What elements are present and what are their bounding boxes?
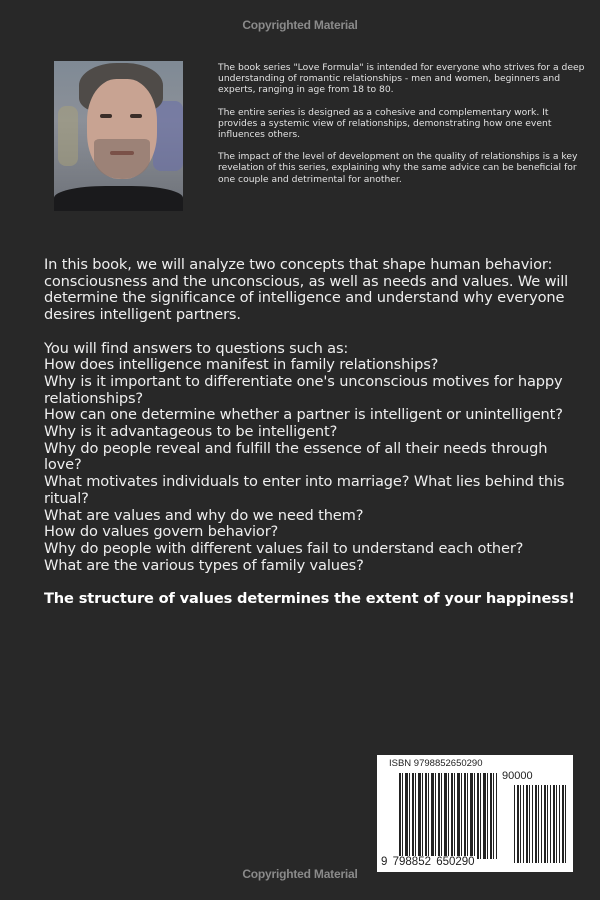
photo-beard	[94, 139, 150, 179]
question-item: Why do people with different values fail to understand each other?	[44, 539, 524, 557]
barcode-bars-addon	[514, 785, 567, 863]
price-code: 90000	[502, 770, 533, 782]
isbn-digits-left: 798852	[392, 856, 431, 868]
question-item: Why do people reveal and fulfill the essence of all their needs through love?	[44, 439, 548, 474]
question-item: Why is it important to differentiate one's unconscious motives for happy relationships?	[44, 372, 563, 407]
isbn-digit-lead: 9	[381, 856, 388, 868]
photo-shirt	[54, 186, 183, 211]
question-item: How can one determine whether a partner is intelligent or unintelligent?	[44, 406, 563, 424]
question-item: How does intelligence manifest in family relationships?	[44, 356, 439, 374]
isbn-label: ISBN 9798852650290	[389, 758, 483, 769]
photo-background-detail	[153, 101, 183, 171]
question-item: What are the various types of family values?	[44, 556, 364, 574]
copyright-watermark-top: Copyrighted Material	[242, 18, 358, 32]
photo-eye	[100, 114, 112, 118]
question-item: Why is it advantageous to be intelligent?	[44, 423, 338, 441]
book-description	[44, 257, 589, 608]
questions-lead: You will find answers to questions such as:	[44, 339, 349, 357]
series-description	[218, 62, 588, 196]
barcode-bars-main	[399, 773, 497, 859]
isbn-digits-right: 650290	[436, 856, 475, 868]
question-item: What are values and why do we need them?	[44, 506, 364, 524]
intro-paragraph: In this book, we will analyze two concepts that shape human behavior: consciousness and the unconscious, as well as needs and values. We will determine the significance of intelligence and understand why everyone desires intelligent partners.	[44, 256, 569, 324]
question-item: How do values govern behavior?	[44, 523, 279, 541]
series-paragraph: The book series "Love Formula" is intended for everyone who strives for a deep understanding of romantic relationships - men and women, beginners and experts, ranging in age from 18 to 80.	[218, 62, 585, 96]
author-photo	[54, 61, 183, 211]
photo-background-detail	[58, 106, 78, 166]
isbn-barcode	[377, 755, 573, 872]
series-paragraph: The impact of the level of development on the quality of relationships is a key revelation of this series, explaining why the same advice can be beneficial for one couple and detrimental for another.	[218, 151, 578, 185]
copyright-watermark-bottom: Copyrighted Material	[242, 867, 358, 881]
photo-mouth	[110, 151, 134, 155]
question-item: What motivates individuals to enter into marriage? What lies behind this ritual?	[44, 473, 565, 507]
photo-eye	[130, 114, 142, 118]
series-paragraph: The entire series is designed as a cohesive and complementary work. It provides a systemic view of relationships, demonstrating how one event influences others.	[218, 106, 552, 141]
tagline: The structure of values determines the extent of your happiness!	[44, 590, 575, 608]
